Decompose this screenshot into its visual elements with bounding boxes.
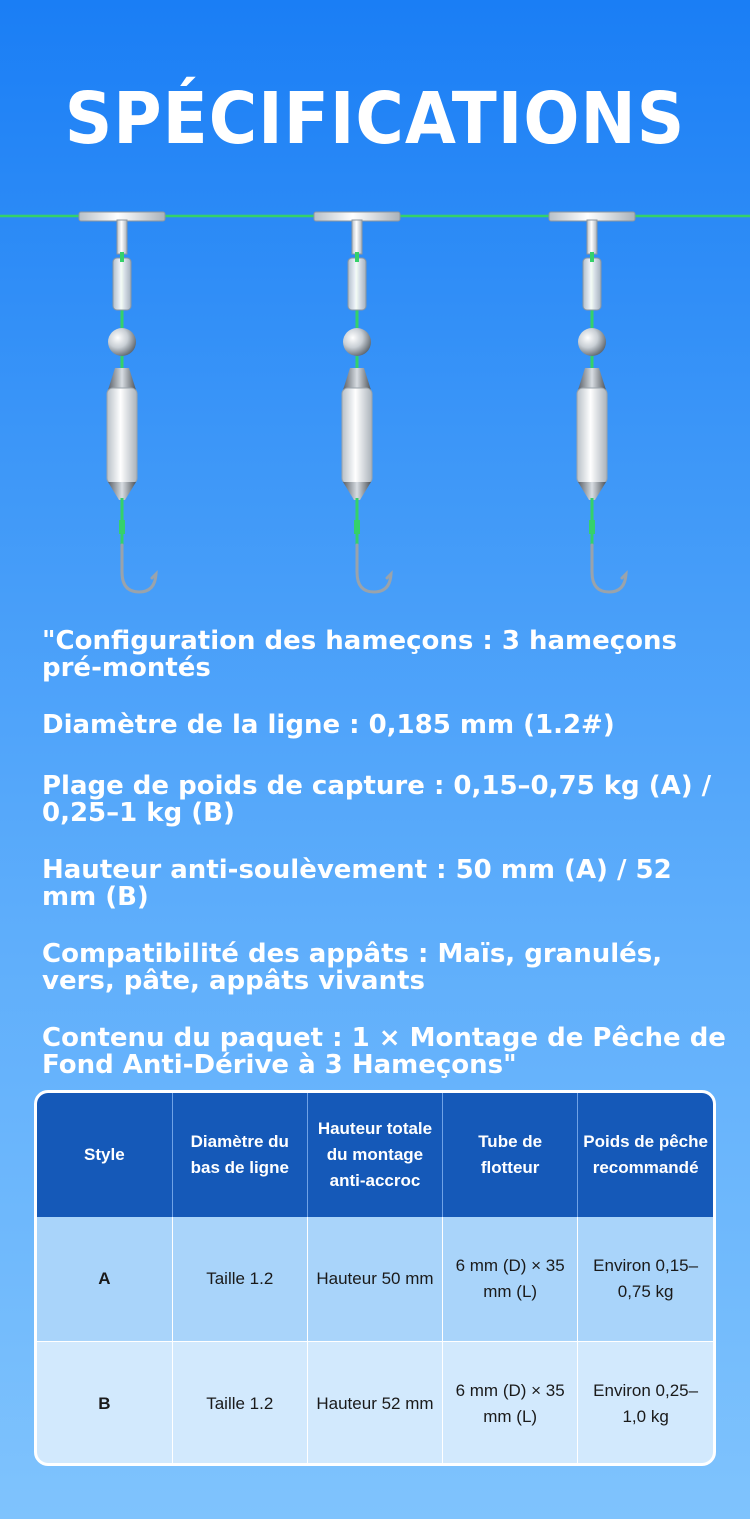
table-cell: B <box>37 1342 172 1467</box>
spec-anti-lift-height: Hauteur anti-soulèvement : 50 mm (A) / 52 mm (B) <box>42 855 672 912</box>
spec-table <box>34 1090 716 1466</box>
table-row <box>37 1342 713 1467</box>
table-cell: Taille 1.2 <box>172 1342 307 1467</box>
table-cell: 6 mm (D) × 35 mm (L) <box>443 1342 578 1467</box>
table-cell: Hauteur 52 mm <box>307 1342 442 1467</box>
table-cell: Environ 0,25–1,0 kg <box>578 1342 713 1467</box>
page-title: SPÉCIFICATIONS <box>64 76 686 161</box>
table-cell: 6 mm (D) × 35 mm (L) <box>443 1217 578 1342</box>
rig-illustration <box>0 200 750 610</box>
spec-package-contents: Contenu du paquet : 1 × Montage de Pêche de Fond Anti-Dérive à 3 Hameçons" <box>42 1023 726 1080</box>
spec-list <box>42 628 732 1109</box>
header-recommended-weight: Poids de pêche recommandé <box>578 1093 713 1217</box>
header-rig-height: Hauteur totale du montage anti-accroc <box>307 1093 442 1217</box>
table-header-row <box>37 1093 713 1217</box>
header-style: Style <box>37 1093 172 1217</box>
header-leader-diameter: Diamètre du bas de ligne <box>172 1093 307 1217</box>
table-cell: A <box>37 1217 172 1342</box>
table-cell: Hauteur 50 mm <box>307 1217 442 1342</box>
header-float-tube: Tube de flotteur <box>443 1093 578 1217</box>
table-cell: Taille 1.2 <box>172 1217 307 1342</box>
spec-bait-compatibility: Compatibilité des appâts : Maïs, granulés, vers, pâte, appâts vivants <box>42 939 663 996</box>
spec-weight-range: Plage de poids de capture : 0,15–0,75 kg (A) / 0,25–1 kg (B) <box>42 771 712 828</box>
table-cell: Environ 0,15–0,75 kg <box>578 1217 713 1342</box>
spec-hook-config: "Configuration des hameçons : 3 hameçons pré-montés <box>42 626 678 683</box>
table-row <box>37 1217 713 1342</box>
spec-line-diameter: Diamètre de la ligne : 0,185 mm (1.2#) <box>42 710 615 740</box>
three-hook-rig-icon <box>0 200 750 610</box>
